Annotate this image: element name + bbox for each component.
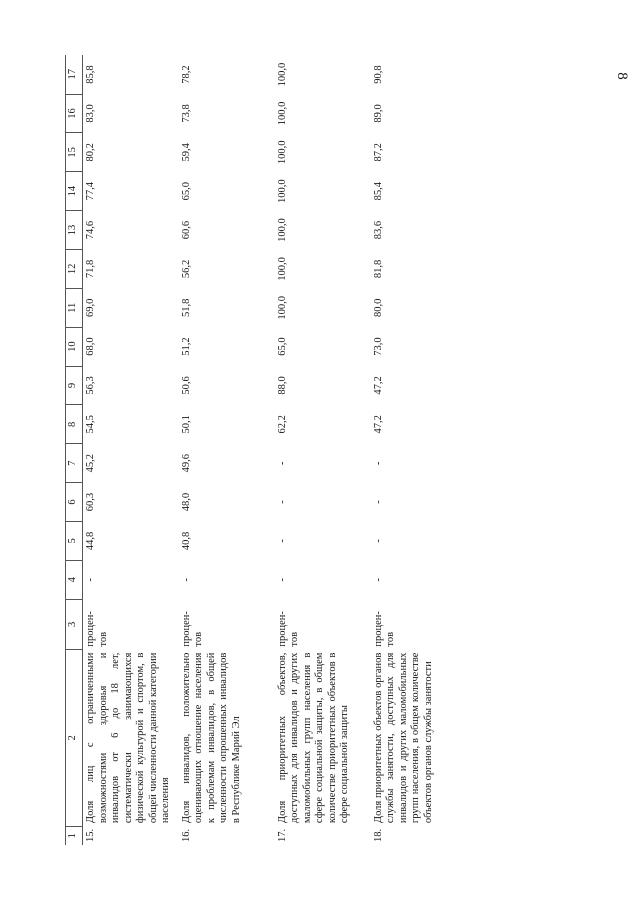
value-cell: - [276,577,288,582]
value-cell: 87,2 [372,142,384,161]
indicator-unit: процен-тов [180,610,204,647]
value-cell: 88,0 [276,375,288,395]
value-cell: 83,6 [372,220,384,239]
value-cell: 65,0 [276,336,288,356]
value-cell: 60,3 [85,492,96,511]
value-cell: - [372,577,384,582]
value-cell: 90,8 [372,64,384,84]
column-header: 7 [66,443,83,482]
column-header: 5 [66,521,83,560]
value-cell: 83,0 [85,103,96,123]
value-cell: 73,0 [372,336,384,356]
table-row [179,55,275,845]
value-cell: 60,6 [180,220,192,239]
value-cell: - [180,577,192,582]
row-number: 16. [180,828,192,842]
column-header: 12 [66,249,83,288]
column-header: 11 [66,288,83,327]
value-cell: 100,0 [276,256,288,281]
value-cell: 62,2 [276,414,288,434]
value-cell: 45,2 [85,453,96,472]
value-cell: 89,0 [372,103,384,123]
column-header: 15 [66,132,83,171]
row-number: 15. [85,828,96,842]
value-cell: 40,8 [180,531,192,550]
value-cell: - [276,538,288,543]
column-header: 8 [66,404,83,443]
value-cell: 47,2 [372,375,384,395]
value-cell: - [276,460,288,465]
value-cell: 65,0 [180,181,192,200]
indicator-unit: процен-тов [85,610,109,647]
value-cell: 56,3 [85,375,96,395]
column-number-header [66,55,83,845]
value-cell: 81,8 [372,259,384,278]
value-cell: 85,8 [85,64,96,84]
value-cell: 100,0 [276,217,288,242]
value-cell: - [372,499,384,504]
indicator-description: Доля приоритетных объектов, доступных для инвалидов и других маломобильных групп населения в сфере социальной защиты, в общем количестве приоритетных объектов в сфере социальной защиты [276,652,350,823]
column-header: 2 [66,649,83,825]
value-cell: - [85,577,96,582]
column-header: 13 [66,210,83,249]
value-cell: 54,5 [85,414,96,434]
indicator-unit: процен-тов [372,610,396,647]
value-cell: 85,4 [372,181,384,200]
rotated-table-container [65,55,575,845]
value-cell: - [372,460,384,465]
value-cell: 100,0 [276,295,288,320]
value-cell: 100,0 [276,101,288,125]
value-cell: 50,1 [180,414,192,434]
value-cell: 49,6 [180,453,192,472]
column-header: 17 [66,55,83,94]
value-cell: 47,2 [372,414,384,434]
value-cell: 100,0 [276,62,288,86]
column-header: 1 [66,826,83,845]
column-header: 14 [66,171,83,210]
value-cell: 44,8 [85,531,96,550]
value-cell: 80,2 [85,142,96,161]
column-header: 4 [66,560,83,599]
value-cell: 100,0 [276,140,288,164]
page-number: 8 [614,72,630,80]
column-header: 3 [66,599,83,649]
indicator-unit: процен-тов [276,610,300,647]
value-cell: 100,0 [276,178,288,203]
value-cell: 71,8 [85,259,96,278]
value-cell: 50,6 [180,375,192,395]
value-cell: 77,4 [85,181,96,200]
value-cell: - [276,499,288,504]
value-cell: 51,8 [180,298,192,317]
value-cell: 68,0 [85,336,96,356]
value-cell: 56,2 [180,259,192,278]
indicator-table [65,55,467,845]
value-cell: 73,8 [180,103,192,123]
row-number: 18. [372,828,384,842]
column-header: 9 [66,366,83,405]
value-cell: 51,2 [180,336,192,356]
column-header: 6 [66,482,83,521]
value-cell: 69,0 [85,298,96,317]
indicator-description: Доля инвалидов, положительно оценивающих отношение населения к проблемам инвалидов, в общей численности опрошенных инвалидов в Республике Марий Эл [180,652,242,823]
column-header: 16 [66,94,83,133]
value-cell: 59,4 [180,142,192,161]
row-number: 17. [276,828,288,842]
column-header: 10 [66,327,83,366]
value-cell: - [372,538,384,543]
value-cell: 74,6 [85,220,96,239]
table-row [83,55,179,845]
value-cell: 48,0 [180,492,192,511]
value-cell: 80,0 [372,298,384,317]
table-row [275,55,371,845]
indicator-description: Доля лиц с ограниченными возможностями здоровья и инвалидов от 6 до 18 лет, систематически занимающихся физической культурой и спортом, в общей численности данной категории населения [85,652,171,823]
value-cell: 78,2 [180,64,192,84]
table-row [371,55,467,845]
indicator-description: Доля приоритетных объектов органов службы занятости, доступных для инвалидов и других маломобильных групп населения, в общем количестве объектов органов службы занятости [372,652,434,823]
